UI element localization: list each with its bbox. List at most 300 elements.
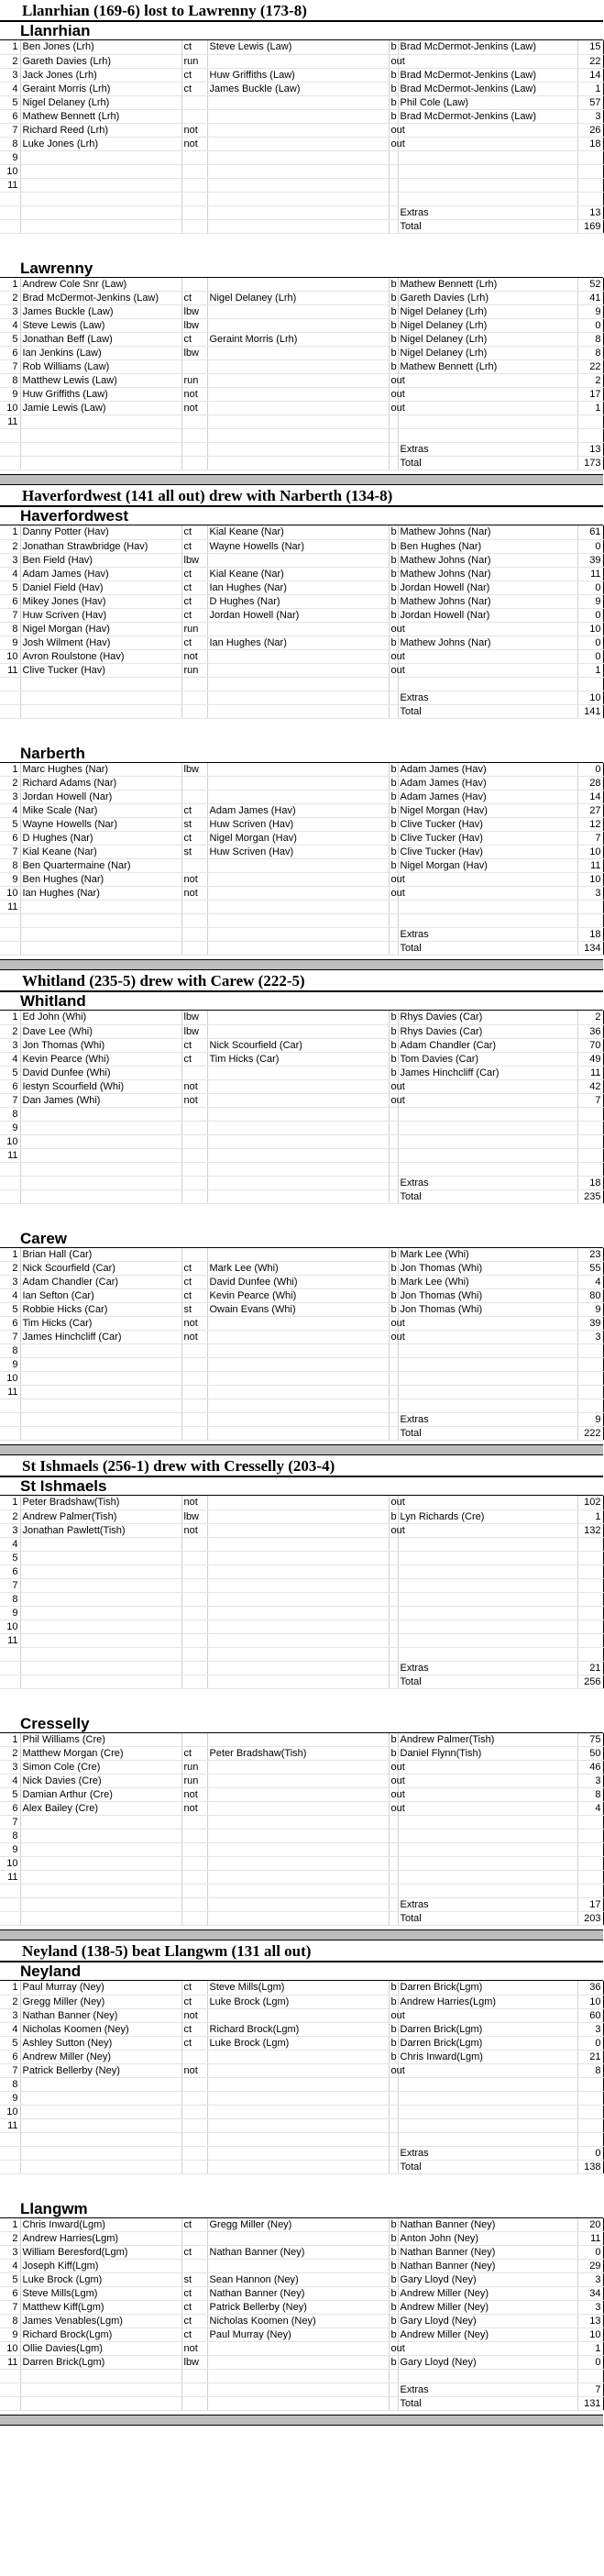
innings-block xyxy=(0,745,603,956)
extras-row-label: Extras xyxy=(398,1898,577,1912)
batsman-cell: Ollie Davies(Lgm) xyxy=(20,2342,181,2356)
row-number: 7 xyxy=(0,608,20,622)
runs-cell: 3 xyxy=(577,1774,603,1788)
row-number: 10 xyxy=(0,1620,20,1633)
table-row xyxy=(0,374,603,388)
dismissal-cell: ct xyxy=(181,2218,207,2232)
dismissal-cell: st xyxy=(181,2273,207,2287)
batsman-cell: Andrew Palmer(Tish) xyxy=(20,1509,181,1523)
batsman-cell xyxy=(20,1843,181,1857)
dismissal-cell: ct xyxy=(181,636,207,649)
runs-cell: 7 xyxy=(577,832,603,846)
innings-block xyxy=(0,507,603,719)
bowler-cell: Mathew Johns (Nar) xyxy=(398,525,577,539)
fielder-cell xyxy=(207,873,389,887)
fielder-cell xyxy=(207,319,389,333)
method-cell: b xyxy=(389,305,398,319)
method-cell: b xyxy=(389,1024,398,1038)
method-cell: b xyxy=(389,1509,398,1523)
row-number: 3 xyxy=(0,1523,20,1537)
bowler-cell: Adam James (Hav) xyxy=(398,790,577,804)
total-row-label: Total xyxy=(398,1675,577,1688)
batsman-cell: David Dunfee (Whi) xyxy=(20,1066,181,1079)
method-cell xyxy=(389,1564,398,1578)
batsman-cell xyxy=(20,1871,181,1885)
fielder-cell xyxy=(207,1248,389,1262)
table-row xyxy=(0,1747,603,1761)
runs-cell xyxy=(577,150,603,164)
method-cell: b xyxy=(389,608,398,622)
method-cell xyxy=(389,178,398,192)
fielder-cell xyxy=(207,415,389,429)
row-number: 11 xyxy=(0,1871,20,1885)
fielder-cell xyxy=(207,305,389,319)
dismissal-cell xyxy=(181,1551,207,1564)
runs-cell: 9 xyxy=(577,594,603,608)
dismissal-cell xyxy=(181,1733,207,1747)
fielder-cell xyxy=(207,1843,389,1857)
method-cell: b xyxy=(389,68,398,82)
bowler-cell xyxy=(398,663,577,677)
batsman-cell: Ian Jenkins (Law) xyxy=(20,347,181,360)
batsman-cell: Danny Potter (Hav) xyxy=(20,525,181,539)
bowler-cell xyxy=(398,1551,577,1564)
method-cell: out xyxy=(389,388,398,402)
total-row xyxy=(0,942,603,956)
bowler-cell: James Hinchcliff (Car) xyxy=(398,1066,577,1079)
batsman-cell: Josh Wilment (Hav) xyxy=(20,636,181,649)
method-cell: b xyxy=(389,2232,398,2246)
batsman-cell: Ben Hughes (Nar) xyxy=(20,873,181,887)
bowler-cell xyxy=(398,2063,577,2077)
innings-block xyxy=(0,22,603,234)
bowler-cell xyxy=(398,1079,577,1093)
dismissal-cell: not xyxy=(181,123,207,137)
method-cell: b xyxy=(389,109,398,123)
bowler-cell xyxy=(398,2008,577,2022)
method-cell: b xyxy=(389,2328,398,2342)
dismissal-cell xyxy=(181,1564,207,1578)
table-row xyxy=(0,1733,603,1747)
team-title: Carew xyxy=(0,1230,603,1248)
dismissal-cell xyxy=(181,901,207,914)
batsman-cell: Mathew Bennett (Lrh) xyxy=(20,109,181,123)
fielder-cell: Kial Keane (Nar) xyxy=(207,567,389,580)
runs-cell: 3 xyxy=(577,2022,603,2036)
table-row xyxy=(0,319,603,333)
team-title: St Ishmaels xyxy=(0,1477,603,1496)
extras-row xyxy=(0,443,603,457)
fielder-cell xyxy=(207,777,389,790)
innings-block xyxy=(0,1477,603,1689)
batting-table xyxy=(0,525,604,719)
dismissal-cell xyxy=(181,859,207,873)
method-cell xyxy=(389,1121,398,1134)
row-number: 7 xyxy=(0,846,20,859)
row-number: 11 xyxy=(0,2118,20,2132)
row-number: 9 xyxy=(0,1358,20,1372)
method-cell: out xyxy=(389,1079,398,1093)
runs-cell xyxy=(577,1578,603,1592)
dismissal-cell xyxy=(181,1066,207,1079)
batsman-cell: Nigel Morgan (Hav) xyxy=(20,622,181,636)
batsman-cell: Darren Brick(Lgm) xyxy=(20,2356,181,2370)
runs-cell: 11 xyxy=(577,1066,603,1079)
table-row xyxy=(0,1981,603,1995)
batsman-cell: Joseph Kiff(Lgm) xyxy=(20,2260,181,2273)
batsman-cell xyxy=(20,1857,181,1871)
match-section xyxy=(0,0,603,485)
dismissal-cell: run xyxy=(181,622,207,636)
row-number: 9 xyxy=(0,1843,20,1857)
dismissal-cell: ct xyxy=(181,1052,207,1066)
table-row xyxy=(0,1496,603,1509)
row-number: 1 xyxy=(0,40,20,54)
fielder-cell xyxy=(207,1871,389,1885)
dismissal-cell: run xyxy=(181,1761,207,1774)
table-row xyxy=(0,2246,603,2260)
extras-row-label: Extras xyxy=(398,1413,577,1427)
match-title: Llanrhian (169-6) lost to Lawrenny (173-8) xyxy=(0,0,603,22)
fielder-cell: Owain Evans (Whi) xyxy=(207,1303,389,1317)
dismissal-cell: ct xyxy=(181,594,207,608)
bowler-cell xyxy=(398,2118,577,2132)
dismissal-cell xyxy=(181,1386,207,1399)
total-row xyxy=(0,1427,603,1441)
batsman-cell: Robbie Hicks (Car) xyxy=(20,1303,181,1317)
method-cell xyxy=(389,1148,398,1162)
table-row xyxy=(0,333,603,347)
runs-cell: 20 xyxy=(577,2218,603,2232)
bowler-cell xyxy=(398,1871,577,1885)
dismissal-cell: lbw xyxy=(181,1024,207,1038)
fielder-cell: Kevin Pearce (Whi) xyxy=(207,1289,389,1303)
spacer-row xyxy=(0,2132,603,2146)
dismissal-cell xyxy=(181,1830,207,1843)
method-cell: out xyxy=(389,2008,398,2022)
row-number: 2 xyxy=(0,292,20,305)
extras-row-label: Extras xyxy=(398,2383,577,2397)
row-number: 11 xyxy=(0,1148,20,1162)
method-cell: b xyxy=(389,1276,398,1289)
innings-gap xyxy=(0,1204,603,1230)
table-row xyxy=(0,525,603,539)
runs-cell: 7 xyxy=(577,1093,603,1107)
dismissal-cell: not xyxy=(181,1079,207,1093)
bowler-cell: Jordan Howell (Nar) xyxy=(398,580,577,594)
bowler-cell xyxy=(398,901,577,914)
dismissal-cell xyxy=(181,178,207,192)
bowler-cell: Adam Chandler (Car) xyxy=(398,1038,577,1052)
batsman-cell: Jack Jones (Lrh) xyxy=(20,68,181,82)
table-row xyxy=(0,873,603,887)
fielder-cell xyxy=(207,1830,389,1843)
extras-row-value: 10 xyxy=(577,691,603,704)
innings-block xyxy=(0,1715,603,1927)
fielder-cell xyxy=(207,901,389,914)
runs-cell xyxy=(577,1830,603,1843)
method-cell: b xyxy=(389,278,398,292)
extras-row-label: Extras xyxy=(398,205,577,219)
row-number: 8 xyxy=(0,859,20,873)
bowler-cell xyxy=(398,1802,577,1816)
bowler-cell: Ben Hughes (Nar) xyxy=(398,539,577,553)
row-number: 6 xyxy=(0,109,20,123)
row-number: 10 xyxy=(0,402,20,415)
batsman-cell: Daniel Field (Hav) xyxy=(20,580,181,594)
bowler-cell xyxy=(398,1358,577,1372)
dismissal-cell: ct xyxy=(181,567,207,580)
bowler-cell xyxy=(398,1620,577,1633)
batsman-cell xyxy=(20,1121,181,1134)
batsman-cell xyxy=(20,1633,181,1647)
row-number: 6 xyxy=(0,1564,20,1578)
bowler-cell xyxy=(398,1633,577,1647)
total-row-value: 173 xyxy=(577,457,603,470)
spacer-row xyxy=(0,1647,603,1661)
fielder-cell xyxy=(207,1079,389,1093)
batsman-cell: Chris Inward(Lgm) xyxy=(20,2218,181,2232)
batsman-cell: Brian Hall (Car) xyxy=(20,1248,181,1262)
batsman-cell: Kial Keane (Nar) xyxy=(20,846,181,859)
runs-cell: 2 xyxy=(577,374,603,388)
runs-cell: 0 xyxy=(577,539,603,553)
fielder-cell: D Hughes (Nar) xyxy=(207,594,389,608)
row-number: 5 xyxy=(0,333,20,347)
fielder-cell xyxy=(207,150,389,164)
runs-cell: 39 xyxy=(577,1317,603,1331)
row-number: 10 xyxy=(0,2342,20,2356)
method-cell: b xyxy=(389,40,398,54)
bowler-cell: Gary Lloyd (Ney) xyxy=(398,2315,577,2328)
batsman-cell: Nigel Delaney (Lrh) xyxy=(20,95,181,109)
method-cell: b xyxy=(389,1981,398,1995)
fielder-cell xyxy=(207,1802,389,1816)
runs-cell: 14 xyxy=(577,790,603,804)
dismissal-cell xyxy=(181,2050,207,2063)
runs-cell: 55 xyxy=(577,1262,603,1276)
dismissal-cell xyxy=(181,1107,207,1121)
dismissal-cell: not xyxy=(181,1093,207,1107)
batsman-cell: Marc Hughes (Nar) xyxy=(20,763,181,777)
table-row xyxy=(0,1871,603,1885)
method-cell xyxy=(389,164,398,178)
method-cell: out xyxy=(389,873,398,887)
extras-row-label: Extras xyxy=(398,443,577,457)
method-cell: b xyxy=(389,292,398,305)
table-row xyxy=(0,2273,603,2287)
row-number: 11 xyxy=(0,901,20,914)
dismissal-cell xyxy=(181,1843,207,1857)
batsman-cell: James Hinchcliff (Car) xyxy=(20,1331,181,1344)
table-row xyxy=(0,2260,603,2273)
runs-cell xyxy=(577,1386,603,1399)
total-row-label: Total xyxy=(398,1189,577,1203)
batsman-cell: Nicholas Koomen (Ney) xyxy=(20,2022,181,2036)
method-cell: b xyxy=(389,1066,398,1079)
runs-cell: 8 xyxy=(577,333,603,347)
row-number: 11 xyxy=(0,415,20,429)
bowler-cell: Mathew Johns (Nar) xyxy=(398,567,577,580)
extras-row-value: 17 xyxy=(577,1898,603,1912)
runs-cell xyxy=(577,2118,603,2132)
match-title: Haverfordwest (141 all out) drew with Narberth (134-8) xyxy=(0,485,603,507)
fielder-cell xyxy=(207,1620,389,1633)
fielder-cell xyxy=(207,1372,389,1386)
method-cell: out xyxy=(389,1496,398,1509)
table-row xyxy=(0,278,603,292)
method-cell xyxy=(389,2077,398,2091)
bowler-cell: Andrew Miller (Ney) xyxy=(398,2287,577,2301)
method-cell: out xyxy=(389,137,398,150)
runs-cell: 9 xyxy=(577,305,603,319)
dismissal-cell: not xyxy=(181,649,207,663)
dismissal-cell: run xyxy=(181,1774,207,1788)
runs-cell xyxy=(577,1551,603,1564)
extras-row xyxy=(0,1898,603,1912)
total-row-value: 222 xyxy=(577,1427,603,1441)
row-number: 7 xyxy=(0,2063,20,2077)
table-row xyxy=(0,2118,603,2132)
row-number: 7 xyxy=(0,1816,20,1830)
fielder-cell xyxy=(207,374,389,388)
fielder-cell: Nathan Banner (Ney) xyxy=(207,2287,389,2301)
table-row xyxy=(0,109,603,123)
bowler-cell: Mathew Bennett (Lrh) xyxy=(398,360,577,374)
row-number: 8 xyxy=(0,1107,20,1121)
fielder-cell xyxy=(207,1774,389,1788)
batsman-cell xyxy=(20,1358,181,1372)
fielder-cell xyxy=(207,123,389,137)
batsman-cell xyxy=(20,1386,181,1399)
batsman-cell: Patrick Bellerby (Ney) xyxy=(20,2063,181,2077)
extras-row-value: 7 xyxy=(577,2383,603,2397)
table-row xyxy=(0,1358,603,1372)
match-title: Whitland (235-5) drew with Carew (222-5) xyxy=(0,970,603,992)
bowler-cell: Mathew Bennett (Lrh) xyxy=(398,278,577,292)
bowler-cell: Rhys Davies (Car) xyxy=(398,1011,577,1024)
method-cell: b xyxy=(389,790,398,804)
method-cell xyxy=(389,1606,398,1620)
method-cell xyxy=(389,2118,398,2132)
runs-cell: 3 xyxy=(577,109,603,123)
innings-gap xyxy=(0,2174,603,2200)
row-number: 6 xyxy=(0,832,20,846)
row-number: 8 xyxy=(0,137,20,150)
dismissal-cell: ct xyxy=(181,1276,207,1289)
dismissal-cell: not xyxy=(181,1788,207,1802)
table-row xyxy=(0,1551,603,1564)
batsman-cell: Paul Murray (Ney) xyxy=(20,1981,181,1995)
batsman-cell: Ben Field (Hav) xyxy=(20,553,181,567)
runs-cell: 102 xyxy=(577,1496,603,1509)
bowler-cell xyxy=(398,402,577,415)
row-number: 7 xyxy=(0,1093,20,1107)
method-cell xyxy=(389,1358,398,1372)
row-number: 3 xyxy=(0,1038,20,1052)
runs-cell: 18 xyxy=(577,137,603,150)
row-number: 3 xyxy=(0,1761,20,1774)
runs-cell xyxy=(577,2077,603,2091)
match-section xyxy=(0,1455,603,1940)
dismissal-cell: lbw xyxy=(181,319,207,333)
bowler-cell: Darren Brick(Lgm) xyxy=(398,2036,577,2050)
runs-cell xyxy=(577,1358,603,1372)
dismissal-cell: ct xyxy=(181,1038,207,1052)
dismissal-cell xyxy=(181,1620,207,1633)
table-row xyxy=(0,2008,603,2022)
runs-cell xyxy=(577,1816,603,1830)
batsman-cell xyxy=(20,901,181,914)
match-separator xyxy=(0,1929,603,1940)
batsman-cell xyxy=(20,1344,181,1358)
row-number: 5 xyxy=(0,1788,20,1802)
table-row xyxy=(0,2050,603,2063)
method-cell: out xyxy=(389,1774,398,1788)
extras-row-label: Extras xyxy=(398,1661,577,1675)
team-title: Llangwm xyxy=(0,2200,603,2218)
runs-cell xyxy=(577,1592,603,1606)
method-cell: out xyxy=(389,887,398,901)
fielder-cell xyxy=(207,2077,389,2091)
fielder-cell xyxy=(207,2118,389,2132)
runs-cell: 8 xyxy=(577,1788,603,1802)
batsman-cell: Andrew Miller (Ney) xyxy=(20,2050,181,2063)
dismissal-cell: ct xyxy=(181,608,207,622)
fielder-cell: Steve Lewis (Law) xyxy=(207,40,389,54)
runs-cell: 0 xyxy=(577,649,603,663)
method-cell: b xyxy=(389,1248,398,1262)
row-number: 2 xyxy=(0,1262,20,1276)
runs-cell xyxy=(577,1537,603,1551)
runs-cell: 80 xyxy=(577,1289,603,1303)
row-number: 4 xyxy=(0,1052,20,1066)
row-number: 7 xyxy=(0,123,20,137)
total-row xyxy=(0,1912,603,1926)
method-cell: out xyxy=(389,1761,398,1774)
method-cell xyxy=(389,1620,398,1633)
table-row xyxy=(0,292,603,305)
fielder-cell xyxy=(207,2232,389,2246)
dismissal-cell xyxy=(181,777,207,790)
row-number: 8 xyxy=(0,1344,20,1358)
table-row xyxy=(0,1317,603,1331)
batsman-cell: Nick Davies (Cre) xyxy=(20,1774,181,1788)
dismissal-cell: ct xyxy=(181,1262,207,1276)
table-row xyxy=(0,1633,603,1647)
method-cell: b xyxy=(389,347,398,360)
method-cell: b xyxy=(389,2050,398,2063)
dismissal-cell xyxy=(181,1121,207,1134)
match-separator xyxy=(0,2415,603,2426)
row-number: 10 xyxy=(0,2105,20,2118)
runs-cell: 29 xyxy=(577,2260,603,2273)
fielder-cell xyxy=(207,1134,389,1148)
method-cell xyxy=(389,1578,398,1592)
bowler-cell: Mathew Johns (Nar) xyxy=(398,636,577,649)
method-cell: out xyxy=(389,2342,398,2356)
batsman-cell: Steve Mills(Lgm) xyxy=(20,2287,181,2301)
dismissal-cell xyxy=(181,2105,207,2118)
batsman-cell: Matthew Morgan (Cre) xyxy=(20,1747,181,1761)
method-cell xyxy=(389,1551,398,1564)
runs-cell: 4 xyxy=(577,1276,603,1289)
batsman-cell: Brad McDermot-Jenkins (Law) xyxy=(20,292,181,305)
row-number: 3 xyxy=(0,553,20,567)
row-number: 9 xyxy=(0,150,20,164)
runs-cell: 46 xyxy=(577,1761,603,1774)
batsman-cell: Tim Hicks (Car) xyxy=(20,1317,181,1331)
